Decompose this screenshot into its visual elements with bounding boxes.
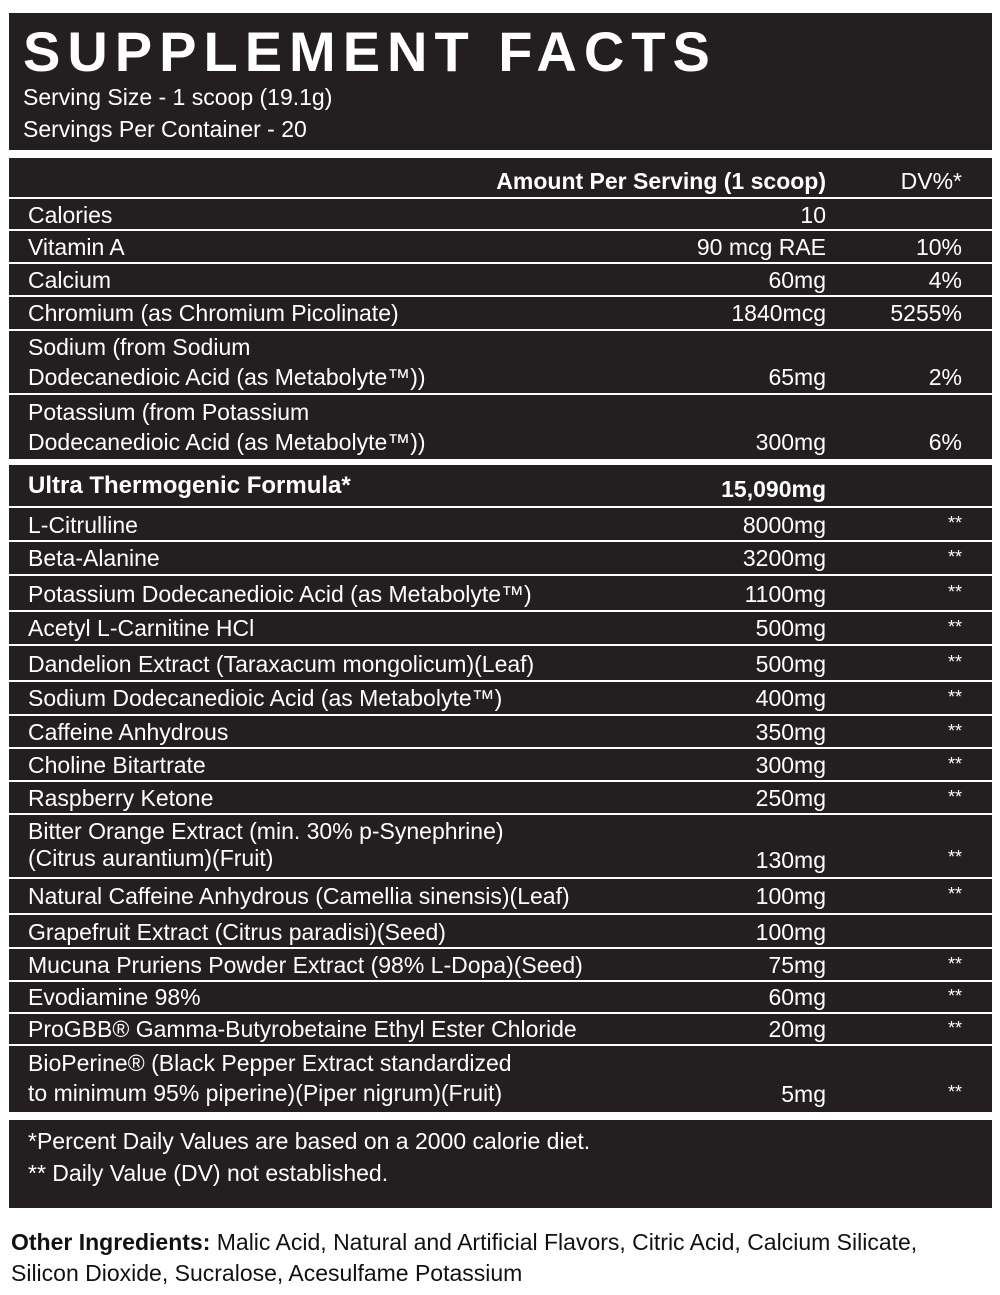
ingredient-row [9,982,992,1014]
footnotes [9,1120,992,1208]
ingredient-amount: 500mg [755,651,826,677]
nutrient-dv: 10% [915,234,962,260]
nutrient-row [9,297,992,331]
nutrient-dv: 5255% [890,300,962,326]
blend-amount: 15,090mg [721,476,826,502]
ingredient-dv: ** [947,547,962,567]
ingredient-row [9,815,992,879]
ingredient-name: Beta-Alanine [28,545,160,571]
ingredient-dv: ** [947,884,962,904]
ingredient-dv: ** [947,1018,962,1038]
ingredient-dv: ** [947,513,962,533]
nutrient-name: Chromium (as Chromium Picolinate) [28,300,399,326]
serving-size: Serving Size - 1 scoop (19.1g) [23,84,333,110]
ingredient-row [9,542,992,576]
nutrient-name-line1: Sodium (from Sodium [28,334,251,360]
ingredient-name: Grapefruit Extract (Citrus paradisi)(Seed) [28,919,446,945]
ingredient-dv: ** [947,721,962,741]
nutrient-dv: 2% [928,364,962,390]
ingredient-row [9,782,992,815]
nutrient-row [9,395,992,465]
ingredient-name: Acetyl L-Carnitine HCl [28,615,255,641]
ingredient-name-line1: BioPerine® (Black Pepper Extract standardized [28,1050,512,1076]
table-header-row [9,158,992,199]
nutrient-amount: 1840mcg [731,300,826,326]
label-title: SUPPLEMENT FACTS [23,20,717,83]
ingredient-dv: ** [947,617,962,637]
dv-footnote: *Percent Daily Values are based on a 2000 calorie diet. [28,1128,591,1154]
servings-per-container: Servings Per Container - 20 [23,116,307,142]
other-ingredients-label: Other Ingredients: [11,1229,211,1255]
ingredient-row [9,1046,992,1112]
ingredient-amount: 5mg [781,1081,826,1107]
ingredient-amount: 400mg [755,685,826,711]
ingredient-name: Dandelion Extract (Taraxacum mongolicum)(Leaf) [28,651,535,677]
ingredient-amount: 3200mg [742,545,826,571]
ingredient-row [9,682,992,716]
nutrient-name-line2: Dodecanedioic Acid (as Metabolyte™)) [28,364,426,390]
nutrient-row [9,199,992,231]
ingredient-row [9,1014,992,1046]
nutrient-name-line1: Potassium (from Potassium [28,399,310,425]
ingredient-amount: 8000mg [742,512,826,538]
nutrient-dv: 4% [928,267,962,293]
ingredient-dv: ** [947,652,962,672]
ingredient-dv: ** [947,687,962,707]
ingredient-row [9,879,992,915]
ingredient-amount: 100mg [755,883,826,909]
ingredient-name: Mucuna Pruriens Powder Extract (98% L-Dopa)(Seed) [28,952,583,978]
ingredient-name: Choline Bitartrate [28,752,206,778]
nutrient-amount: 65mg [768,364,826,390]
ingredient-dv: ** [947,954,962,974]
ingredient-amount: 300mg [755,752,826,778]
nutrient-amount: 60mg [768,267,826,293]
nutrient-dv: 6% [928,429,962,455]
ingredient-name: Natural Caffeine Anhydrous (Camellia sinensis)(Leaf) [28,883,570,909]
ingredient-row [9,612,992,646]
nutrient-name: Calories [28,202,113,228]
amount-per-serving-header: Amount Per Serving (1 scoop) [496,168,826,194]
blend-name: Ultra Thermogenic Formula* [28,472,351,499]
ingredient-amount: 60mg [768,984,826,1010]
ingredient-name: L-Citrulline [28,512,138,538]
nutrient-amount: 90 mcg RAE [696,234,826,260]
ingredient-dv: ** [947,847,962,867]
nutrient-amount: 10 [800,202,826,228]
ingredient-amount: 20mg [768,1016,826,1042]
ingredient-row [9,576,992,612]
nutrient-row [9,331,992,395]
ingredient-name-line2: to minimum 95% piperine)(Piper nigrum)(Fruit) [28,1080,503,1106]
ingredient-amount: 350mg [755,719,826,745]
ingredient-name-line1: Bitter Orange Extract (min. 30% p-Synephrine) [28,818,504,844]
ingredient-dv: ** [947,582,962,602]
not-established-footnote: ** Daily Value (DV) not established. [28,1160,389,1186]
nutrient-row [9,231,992,264]
nutrient-name: Calcium [28,267,112,293]
ingredient-row [9,749,992,782]
ingredient-amount: 250mg [755,785,826,811]
nutrient-amount: 300mg [755,429,826,455]
facts-table [9,158,992,1112]
ingredient-name: Sodium Dodecanedioic Acid (as Metabolyte™) [28,685,503,711]
ingredient-amount: 100mg [755,919,826,945]
ingredient-name: Potassium Dodecanedioic Acid (as Metabolyte™) [28,581,532,607]
ingredient-name: ProGBB® Gamma-Butyrobetaine Ethyl Ester Chloride [28,1016,577,1042]
ingredient-row [9,716,992,749]
blend-row [9,465,992,508]
ingredient-amount: 500mg [755,615,826,641]
nutrient-name-line2: Dodecanedioic Acid (as Metabolyte™)) [28,429,426,455]
label-header [9,13,992,150]
ingredient-row [9,508,992,542]
ingredient-dv: ** [947,754,962,774]
ingredient-row [9,915,992,949]
ingredient-row [9,646,992,682]
ingredient-dv: ** [947,1082,962,1102]
ingredient-amount: 130mg [755,847,826,873]
nutrient-name: Vitamin A [28,234,125,260]
other-ingredients [11,1227,991,1289]
other-ingredients-text: Malic Acid, Natural and Artificial Flavors, Citric Acid, Calcium Silicate, Silicon Dioxide, Sucralose, Acesulfame Potassium [11,1229,918,1286]
ingredient-name-line2: (Citrus aurantium)(Fruit) [28,845,274,871]
dv-header: DV%* [900,168,962,194]
ingredient-name: Caffeine Anhydrous [28,719,229,745]
nutrient-row [9,264,992,297]
ingredient-row [9,949,992,982]
ingredient-dv: ** [947,986,962,1006]
ingredient-name: Raspberry Ketone [28,785,214,811]
ingredient-amount: 1100mg [744,581,826,607]
ingredient-dv: ** [947,787,962,807]
ingredient-amount: 75mg [768,952,826,978]
ingredient-name: Evodiamine 98% [28,984,201,1010]
